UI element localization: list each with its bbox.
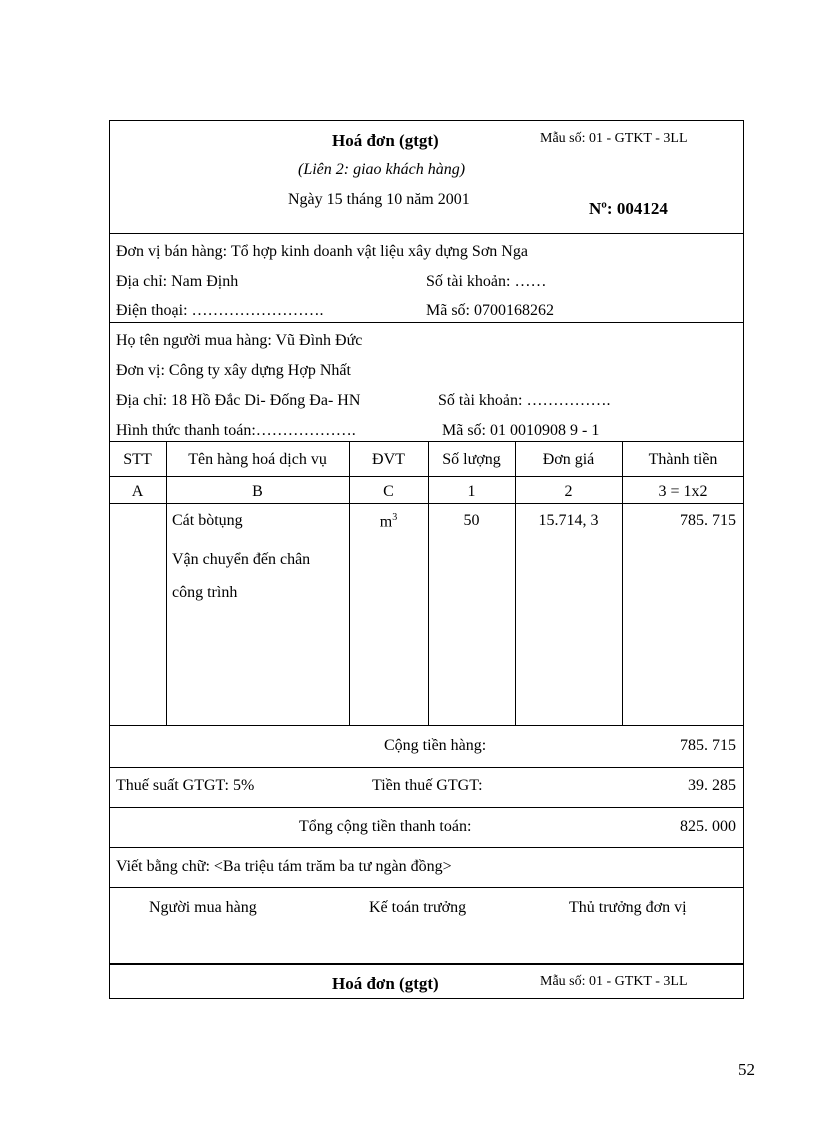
table-header-stt: STT	[123, 451, 152, 468]
table-header-unit-price: Đơn giá	[542, 451, 595, 468]
amount-in-words: Viết bằng chữ: <Ba triệu tám trăm ba tư ngàn đồng>	[116, 858, 452, 875]
divider-grand	[109, 847, 744, 848]
divider-buyer	[109, 441, 744, 442]
page-number: 52	[738, 1060, 755, 1079]
invoice-number-label: Nº:	[589, 199, 613, 218]
table-code-unit-price: 2	[564, 483, 573, 500]
vat-label: Tiền thuế GTGT:	[372, 777, 483, 794]
item-unit-base: m	[379, 513, 393, 531]
divider-subtotal	[109, 767, 744, 768]
table-code-stt: A	[131, 483, 144, 500]
buyer-name: Họ tên người mua hàng: Vũ Đình Đức	[116, 332, 363, 349]
invoice-number-value: 004124	[616, 199, 668, 218]
buyer-unit: Đơn vị: Công ty xây dựng Hợp Nhất	[116, 362, 351, 379]
item-note-line2: công trình	[172, 584, 238, 601]
table-code-unit: C	[383, 483, 394, 500]
item-unit-price: 15.714, 3	[538, 512, 599, 529]
divider-words	[109, 887, 744, 888]
invoice-number	[589, 199, 668, 219]
item-unit	[349, 512, 428, 531]
seller-account: Số tài khoản: ……	[426, 273, 547, 290]
buyer-account: Số tài khoản: …………….	[438, 392, 611, 409]
signature-buyer: Người mua hàng	[149, 899, 257, 916]
grand-total-label: Tổng cộng tiền thanh toán:	[299, 818, 472, 835]
item-quantity: 50	[463, 512, 480, 529]
seller-name: Đơn vị bán hàng: Tổ hợp kinh doanh vật liệu xây dựng Sơn Nga	[116, 243, 528, 260]
table-header-amount: Thành tiền	[648, 451, 718, 468]
divider-table-header	[109, 476, 744, 477]
grand-total-value: 825. 000	[680, 818, 736, 835]
footer-title: Hoá đơn (gtgt)	[332, 974, 439, 993]
item-unit-exponent: 3	[392, 512, 398, 523]
table-header-unit: ĐVT	[372, 451, 405, 468]
item-name: Cát bòtụng	[172, 512, 243, 529]
invoice-title: Hoá đơn (gtgt)	[332, 131, 439, 150]
item-note-line1: Vận chuyển đến chân	[172, 551, 311, 568]
buyer-address: Địa chỉ: 18 Hồ Đắc Di- Đống Đa- HN	[116, 392, 361, 409]
table-code-quantity: 1	[467, 483, 476, 500]
seller-tax-code: Mã số: 0700168262	[426, 302, 554, 319]
item-amount: 785. 715	[680, 512, 736, 529]
signature-accountant: Kế toán trưởng	[369, 899, 467, 916]
invoice-date: Ngày 15 tháng 10 năm 2001	[288, 191, 470, 208]
buyer-tax-code: Mã số: 01 0010908 9 - 1	[442, 422, 600, 439]
divider-seller	[109, 322, 744, 323]
subtotal-value: 785. 715	[680, 737, 736, 754]
signature-head: Thủ trưởng đơn vị	[569, 899, 687, 916]
copy-note: (Liên 2: giao khách hàng)	[298, 161, 466, 178]
divider-signatures	[109, 963, 744, 965]
buyer-payment: Hình thức thanh toán:……………….	[116, 422, 356, 439]
seller-address: Địa chỉ: Nam Định	[116, 273, 239, 290]
table-code-amount: 3 = 1x2	[658, 483, 708, 500]
table-code-name: B	[252, 483, 263, 500]
table-header-name: Tên hàng hoá dịch vụ	[188, 451, 327, 468]
divider-vat	[109, 807, 744, 808]
divider-table-codes	[109, 503, 744, 504]
form-code: Mẫu số: 01 - GTKT - 3LL	[540, 131, 688, 146]
table-header-quantity: Số lượng	[442, 451, 501, 468]
divider-table-body	[109, 725, 744, 726]
seller-phone: Điện thoại: …………………….	[116, 302, 324, 319]
footer-form-code: Mẫu số: 01 - GTKT - 3LL	[540, 974, 688, 989]
subtotal-label: Cộng tiền hàng:	[384, 737, 487, 754]
divider-header	[109, 233, 744, 234]
vat-rate: Thuế suất GTGT: 5%	[116, 777, 255, 794]
vat-value: 39. 285	[688, 777, 736, 794]
